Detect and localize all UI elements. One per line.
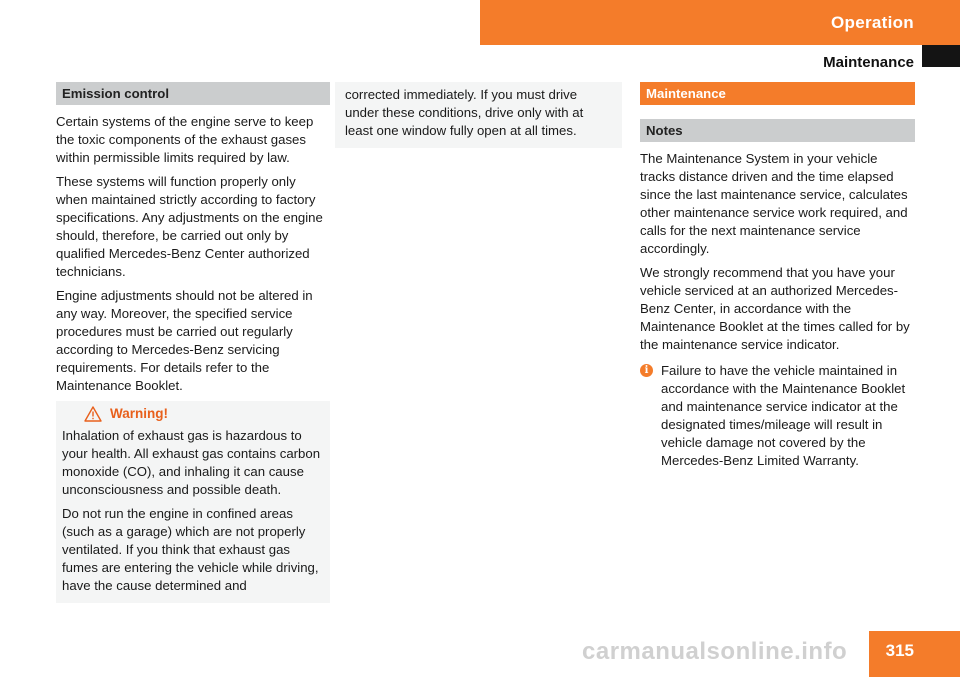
warning-paragraph-continued: corrected immediately. If you must drive under these conditions, drive only with at least one window fully open at all times. bbox=[345, 87, 584, 138]
page-number bbox=[869, 631, 960, 677]
warning-paragraph: Inhalation of exhaust gas is hazardous to your health. All exhaust gas contains carbon monoxide (CO), and inhaling it can cause unconsciousness and possible death. bbox=[62, 428, 321, 497]
warning-title: Warning! bbox=[110, 406, 168, 421]
page-number-text: 315 bbox=[885, 641, 914, 660]
maintenance-heading: Maintenance bbox=[640, 82, 915, 105]
warning-triangle-icon bbox=[84, 406, 102, 422]
body-paragraph: Engine adjustments should not be altered in any way. Moreover, the specified service procedures must be carried out regularly according to Mercedes-Benz servicing requirements. For details refer to the Maintenance Booklet. bbox=[56, 288, 313, 393]
warning-title-row bbox=[62, 405, 324, 423]
thumb-index-mark bbox=[922, 45, 960, 67]
emission-control-heading: Emission control bbox=[56, 82, 330, 105]
section-title: Operation bbox=[831, 12, 914, 32]
body-paragraph: These systems will function properly only when maintained strictly according to factory specifications. Any adjustments on the engine should, therefore, be carried out only by qualified Mercedes-Benz Center authorized technicians. bbox=[56, 174, 323, 279]
body-paragraph: The Maintenance System in your vehicle tracks distance driven and the time elapsed since the last maintenance service, calculates other maintenance service work required, and calls for the next maintenance service accordingly. bbox=[640, 151, 908, 256]
column-right bbox=[640, 82, 915, 470]
warning-paragraph: Do not run the engine in confined areas (such as a garage) which are not properly ventilated. If you think that exhaust gas fumes are entering the vehicle while driving, have the cause determined and bbox=[62, 506, 319, 593]
watermark: carmanualsonline.info bbox=[582, 638, 848, 665]
info-note bbox=[640, 362, 915, 470]
body-paragraph: We strongly recommend that you have your vehicle serviced at an authorized Mercedes-Benz Center, in accordance with the Maintenance Booklet at the times called for by the maintenance service indicator. bbox=[640, 265, 910, 352]
section-header-tab bbox=[480, 0, 960, 45]
warning-box-continued bbox=[335, 82, 622, 148]
info-note-text: Failure to have the vehicle maintained in accordance with the Maintenance Booklet and maintenance service indicator at the designated times/mileage will result in vehicle damage not covered by the Mercedes-Benz Limited Warranty. bbox=[661, 363, 906, 468]
column-left bbox=[56, 82, 330, 603]
warning-box bbox=[56, 401, 330, 603]
subsection-title: Maintenance bbox=[823, 54, 914, 71]
notes-subheading: Notes bbox=[640, 119, 915, 142]
body-paragraph: Certain systems of the engine serve to keep the toxic components of the exhaust gases within permissible limits required by law. bbox=[56, 114, 314, 165]
column-middle bbox=[345, 82, 622, 148]
info-icon: i bbox=[640, 364, 653, 377]
